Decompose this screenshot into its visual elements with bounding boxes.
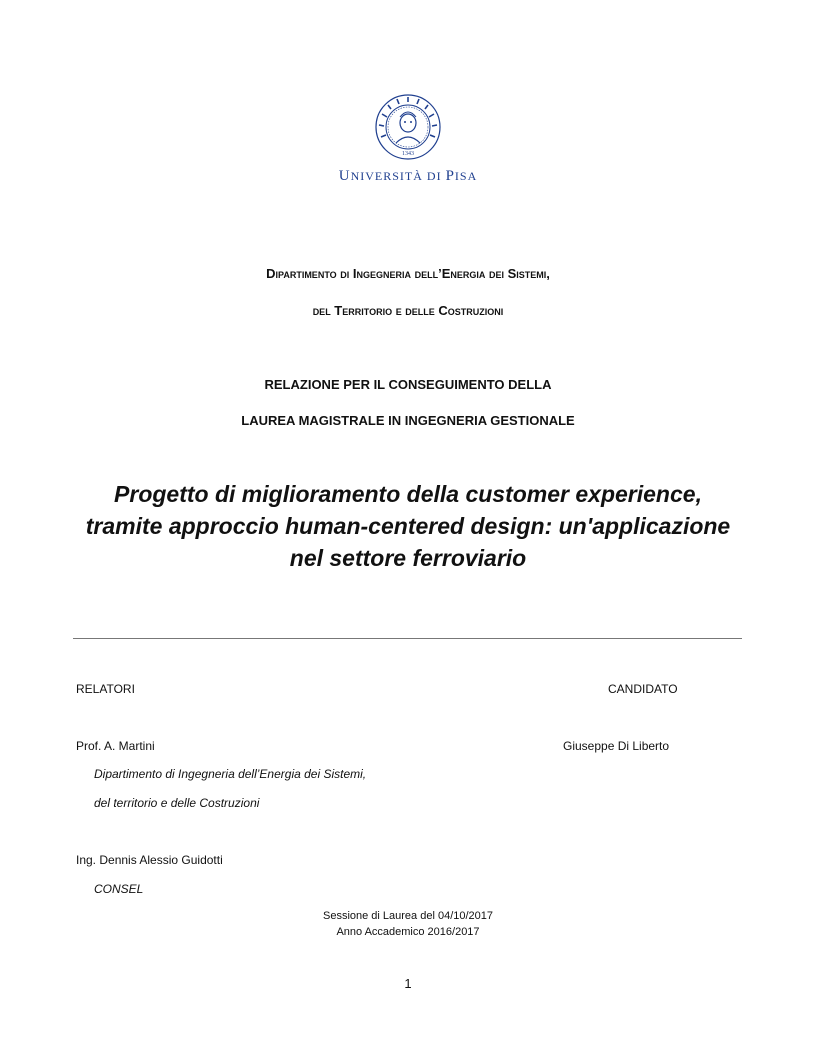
relatori-heading: RELATORI [76,682,135,696]
report-line-1: RELAZIONE PER IL CONSEGUIMENTO DELLA [264,377,552,392]
report-line-2: LAUREA MAGISTRALE IN INGEGNERIA GESTIONALE [241,413,575,428]
svg-text:1343: 1343 [402,151,414,157]
university-name: UNIVERSITÀ DI PISA [338,168,478,184]
page-number: 1 [404,976,412,991]
thesis-title-line-1: Progetto di miglioramento della customer experience, [114,481,702,507]
relatore-2-name: Ing. Dennis Alessio Guidotti [76,853,223,867]
thesis-title [60,478,756,574]
department-line-2: del Territorio e delle Costruzioni [312,303,504,318]
candidato-heading: CANDIDATO [608,682,678,696]
relatore-1-name: Prof. A. Martini [76,739,155,753]
academic-year: Anno Accademico 2016/2017 [336,926,480,938]
horizontal-divider [73,638,742,639]
relatore-1-affiliation-line-2: del territorio e delle Costruzioni [94,796,260,810]
relatore-2-affiliation: CONSEL [94,882,144,896]
thesis-title-line-2: tramite approccio human-centered design: un'applicazione [85,513,731,539]
university-seal-icon [374,93,442,161]
thesis-title-line-3: nel settore ferroviario [289,545,527,571]
candidate-name: Giuseppe Di Liberto [563,739,670,753]
department-line-1: Dipartimento di Ingegneria dell’Energia dei Sistemi, [266,266,550,281]
graduation-session: Sessione di Laurea del 04/10/2017 [322,910,494,922]
relatore-1-affiliation-line-1: Dipartimento di Ingegneria dell’Energia dei Sistemi, [94,767,367,781]
